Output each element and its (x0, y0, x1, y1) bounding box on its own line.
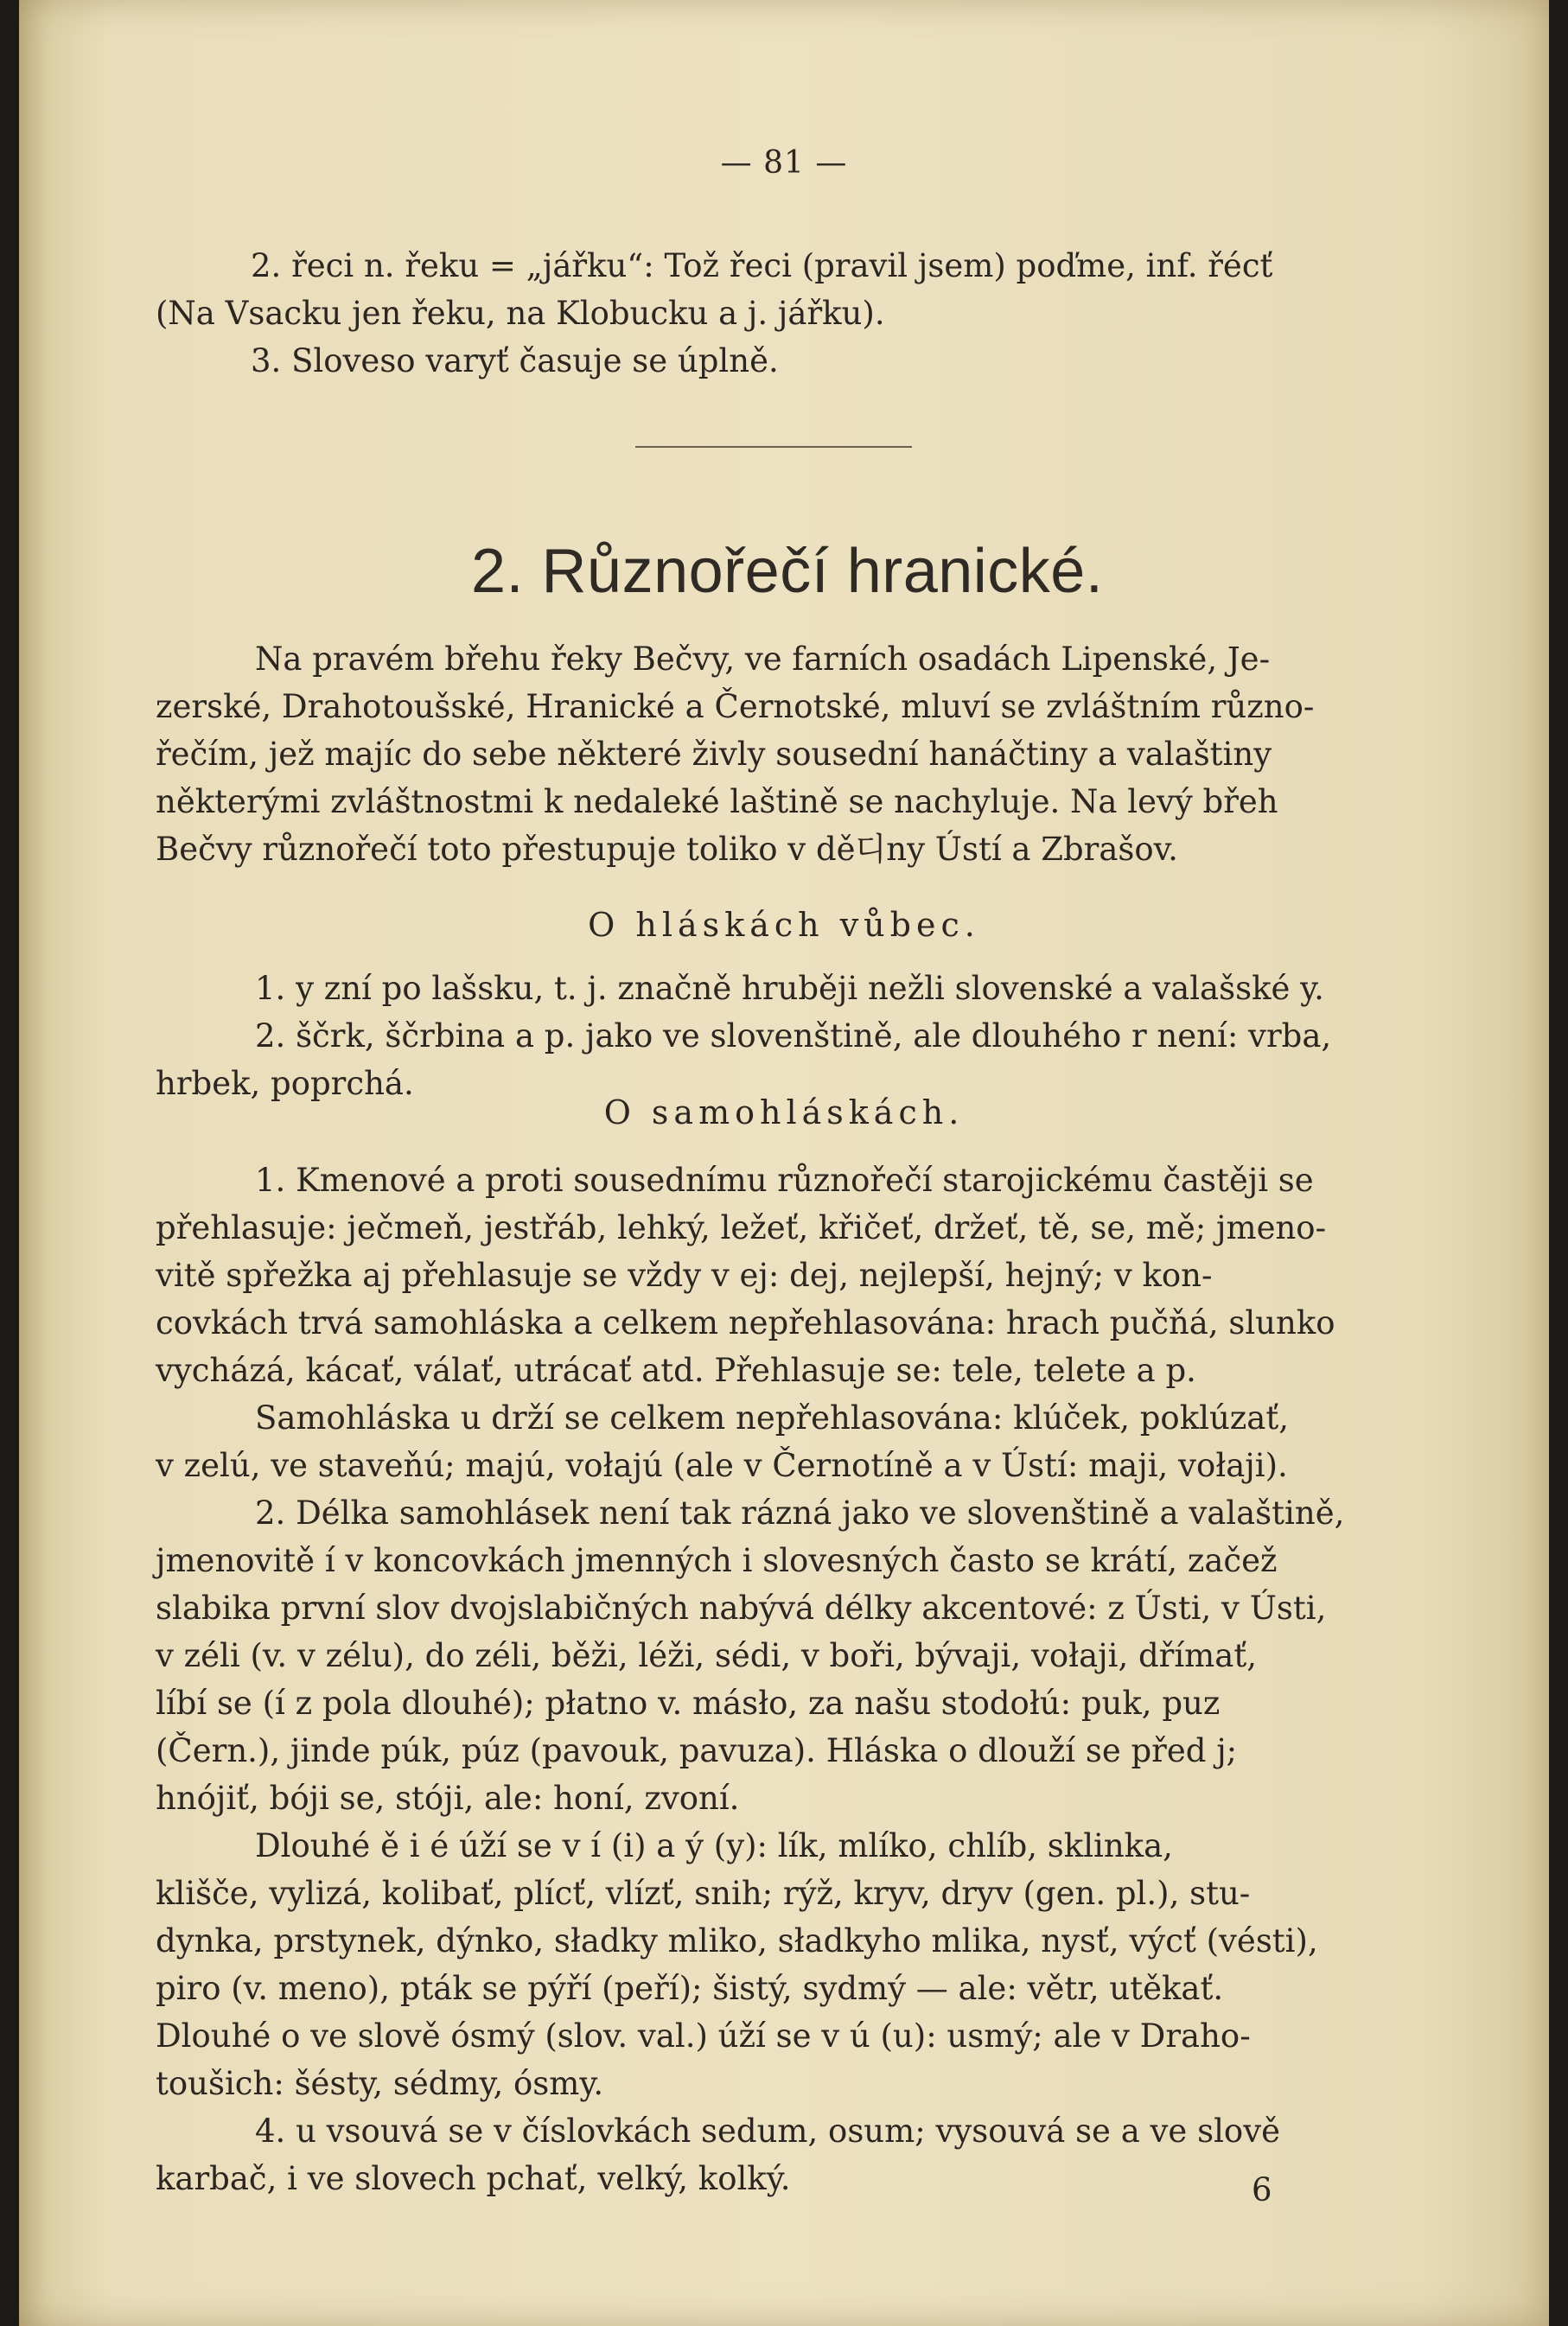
text-line: líbí se (í z pola dlouhé); płatno v. másło, za našu stodołú: puk, puz (156, 1685, 1221, 1722)
text-line: 3. Sloveso varyť časuje se úplně. (251, 342, 779, 379)
text-line: 1. Kmenové a proti sousednímu různořečí starojickému častěji se (255, 1162, 1314, 1199)
text-line: 4. u vsouvá se v číslovkách sedum, osum; vysouvá se a ve slově (255, 2113, 1280, 2150)
hlasky-paragraph (156, 965, 1366, 1107)
top-paragraph (156, 242, 1366, 385)
text-line: některými zvláštnostmi k nedaleké laštině se nachyluje. Na levý břeh (156, 783, 1278, 820)
text-line: hrbek, poprchá. (156, 1065, 414, 1102)
text-line: Samohláska u drží se celkem nepřehlasována: klúček, poklúzať, (255, 1399, 1289, 1437)
text-line: covkách trvá samohláska a celkem nepřehlasována: hrach pučňá, slunko (156, 1304, 1335, 1341)
intro-paragraph (156, 635, 1366, 873)
subheading-hlasky: O hláskách vůbec. (588, 906, 980, 944)
text-line: Dlouhé o ve slově ósmý (slov. val.) úží se v ú (u): usmý; ale v Draho- (156, 2017, 1251, 2055)
text-line: (Čern.), jinde púk, púz (pavouk, pavuza). Hláska o dlouží se před j; (156, 1732, 1238, 1769)
subheading-samohlasky: O samohláskách. (603, 1093, 965, 1131)
text-line: Dlouhé ě i é úží se v í (i) a ý (y): lík, mlíko, chlíb, sklinka, (255, 1827, 1173, 1864)
text-line: v zelú, ve staveňú; majú, vołajú (ale v Černotíně a v Ústí: maji, vołaji). (156, 1447, 1288, 1484)
text-line: Bečvy různořečí toto přestupuje toliko v dě디ny Ústí a Zbrašov. (156, 831, 1178, 868)
text-line: jmenovitě í v koncovkách jmenných i slovesných často se krátí, začež (156, 1542, 1278, 1579)
signature-number: 6 (1252, 2171, 1272, 2208)
page-number: — 81 — (720, 145, 848, 181)
text-line: 2. řeci n. řeku = „jářku“: Tož řeci (pravil jsem) poďme, inf. řécť (251, 247, 1273, 284)
text-line: dynka, prstynek, dýnko, sładky mliko, sładkyho mlika, nysť, výcť (vésti), (156, 1922, 1318, 1960)
text-line: piro (v. meno), pták se pýří (peří); šistý, sydmý — ale: větr, utěkať. (156, 1970, 1224, 2007)
text-line: 2. ščrk, ščrbina a p. jako ve slovenštině, ale dlouhého r není: vrba, (255, 1017, 1332, 1055)
text-line: vycházá, kácať, válať, utrácať atd. Přehlasuje se: tele, telete a p. (156, 1352, 1196, 1389)
text-line: karbač, i ve slovech pchať, velký, kolký. (156, 2160, 791, 2197)
samohlasky-paragraph (156, 1157, 1366, 2202)
text-line: slabika první slov dvojslabičných nabývá délky akcentové: z Ústi, v Ústi, (156, 1590, 1327, 1627)
text-line: toušich: šésty, sédmy, ósmy. (156, 2065, 604, 2102)
text-line: 1. y zní po lašsku, t. j. značně hruběji nežli slovenské a valašské y. (255, 970, 1324, 1007)
text-line: hnójiť, bóji se, stóji, ale: honí, zvoní. (156, 1780, 740, 1817)
text-line: Na pravém břehu řeky Bečvy, ve farních osadách Lipenské, Je- (255, 640, 1271, 678)
text-line: řečím, jež majíc do sebe některé živly sousední hanáčtiny a valaštiny (156, 736, 1272, 773)
text-line: zerské, Drahotoušské, Hranické a Černotské, mluví se zvláštním různo- (156, 688, 1315, 725)
text-line: přehlasuje: ječmeň, jestřáb, lehký, ležeť, křičeť, držeť, tě, se, mě; jmeno- (156, 1209, 1327, 1246)
section-title: 2. Různořečí hranické. (471, 537, 1104, 606)
text-line: v zéli (v. v zélu), do zéli, běži, léži, sédi, v boři, bývaji, vołaji, dřímať, (156, 1637, 1257, 1674)
text-line: 2. Délka samohlásek není tak rázná jako ve slovenštině a valaštině, (255, 1494, 1345, 1532)
text-line: (Na Vsacku jen řeku, na Klobucku a j. jářku). (156, 295, 885, 332)
separator-rule (635, 446, 912, 448)
text-line: vitě spřežka aj přehlasuje se vždy v ej: dej, nejlepší, hejný; v kon- (156, 1257, 1213, 1294)
text-line: klišče, vylizá, kolibať, plícť, vlízť, snih; rýž, kryv, dryv (gen. pl.), stu- (156, 1875, 1251, 1912)
